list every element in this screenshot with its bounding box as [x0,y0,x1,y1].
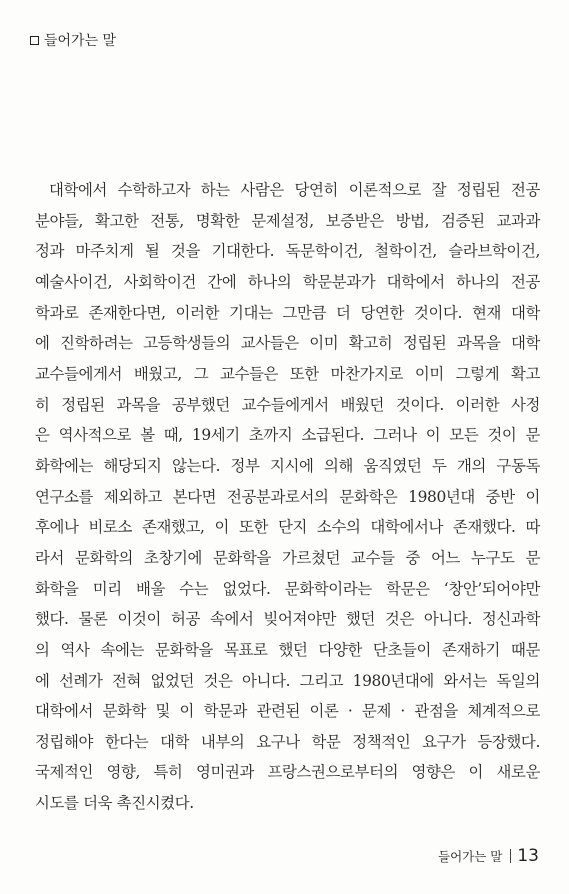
square-outline-icon [30,36,39,45]
text-line: 대학에서 수학하고자 하는 사람은 당연히 이론적으로 잘 정립된 전공 [49,181,540,199]
text-line: 했다. 물론 이것이 허공 속에서 빚어져야만 했던 것은 아니다. 정신과학 [35,610,540,629]
text-line: 예술사이건, 사회학이건 간에 하나의 학문분과가 대학에서 하나의 전공 [35,272,540,291]
text-line: 대학에서 문화학 및 이 학문과 관련된 이론 · 문제 · 관점을 체계적으로 [35,702,540,721]
header-section-title: 들어가는 말 [44,33,117,49]
page-header [30,30,116,50]
footer-divider [510,849,511,863]
text-line: 은 역사적으로 볼 때, 19세기 초까지 소급된다. 그러나 이 모든 것이 문 [35,426,540,445]
text-line: 정과 마주치게 될 것을 기대한다. 독문학이건, 철학이건, 슬라브학이건, [35,242,540,261]
footer-section-title: 들어가는 말 [438,849,503,864]
text-line: 화학에는 해당되지 않는다. 정부 지시에 의해 움직였던 두 개의 구동독 [35,456,540,475]
text-line: 연구소를 제외하고 본다면 전공분과로서의 문화학은 1980년대 중반 이 [35,487,540,506]
text-line: 교수들에게서 배웠고, 그 교수들은 또한 마찬가지로 이미 그렇게 확고 [35,364,540,383]
text-line: 분야들, 확고한 전통, 명확한 문제설정, 보증받은 방법, 검증된 교과과 [35,211,540,230]
page-number: 13 [517,846,539,866]
text-line: 정립해야 한다는 대학 내부의 요구나 학문 정책적인 요구가 등장했다. [35,732,540,751]
text-line: 의 역사 속에는 문화학을 목표로 했던 다양한 단초들이 존재하기 때문 [35,640,540,659]
text-line: 히 정립된 과목을 공부했던 교수들에게서 배웠던 것이다. 이러한 사정 [35,395,540,414]
text-line: 시도를 더욱 촉진시켰다. [35,794,194,813]
text-line: 학과로 존재한다면, 이러한 기대는 그만큼 더 당연한 것이다. 현재 대학 [35,303,540,322]
body-paragraph [35,175,540,819]
text-line: 국제적인 영향, 특히 영미권과 프랑스권으로부터의 영향은 이 새로운 [35,763,540,782]
page-footer [438,846,539,866]
text-line: 에 진학하려는 고등학생들의 교사들은 이미 확고히 정립된 과목을 대학 [35,334,540,353]
text-line: 화학을 미리 배울 수는 없었다. 문화학이라는 학문은 ‘창안’되어야만 [35,579,540,598]
text-line: 후에나 비로소 존재했고, 이 또한 단지 소수의 대학에서나 존재했다. 따 [35,518,540,537]
text-line: 에 선례가 전혀 없었던 것은 아니다. 그리고 1980년대에 와서는 독일의 [35,671,540,690]
text-line: 라서 문화학의 초창기에 문화학을 가르쳤던 교수들 중 어느 누구도 문 [35,548,540,567]
